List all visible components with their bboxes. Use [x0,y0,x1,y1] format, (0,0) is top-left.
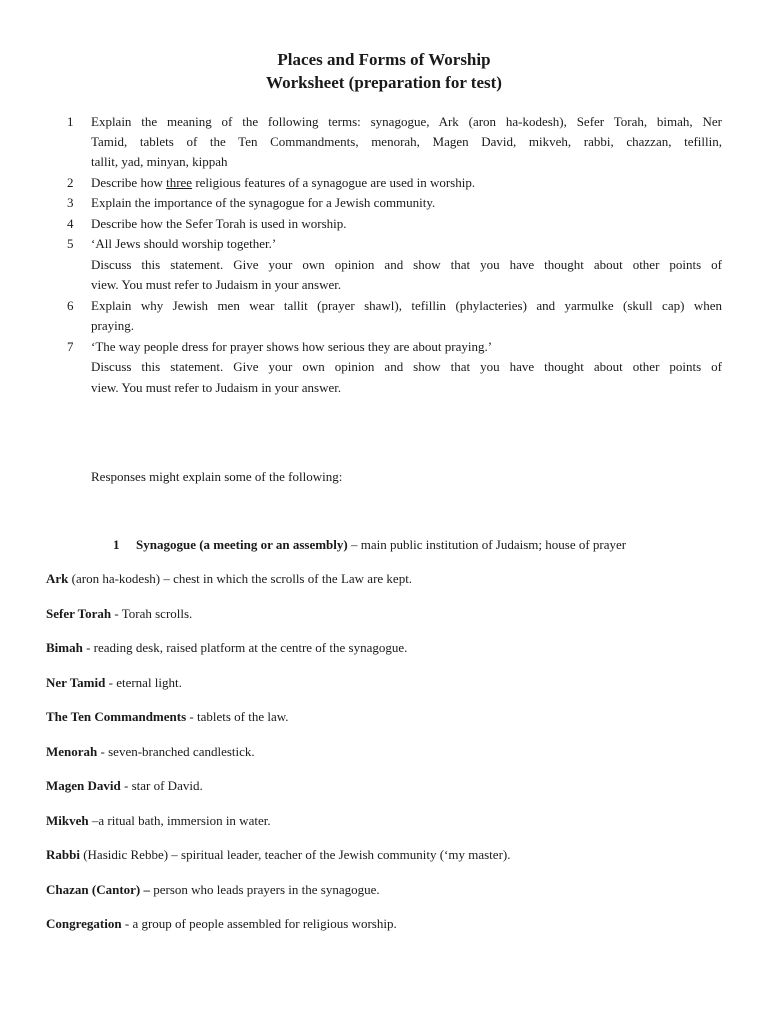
question-text: view. You must refer to Judaism in your answer. [91,277,342,292]
term-label: Congregation [46,916,122,931]
question-text: Describe how three religious features of a synagogue are used in worship. [91,175,476,190]
term-label: Bimah [46,640,83,655]
question-text: view. You must refer to Judaism in your answer. [91,380,342,395]
term-definition: - seven-branched candlestick. [97,744,255,759]
section-number: 1 [113,537,120,552]
term-label: Magen David [46,778,121,793]
term-label: Ark [46,571,69,586]
question-number: 4 [67,216,74,231]
title-line-2: Worksheet (preparation for test) [266,73,502,92]
term-label: Ner Tamid [46,675,106,690]
title-line-1: Places and Forms of Worship [277,50,491,69]
term-definition: person who leads prayers in the synagogue. [150,882,380,897]
term-definition: - eternal light. [105,675,182,690]
emphasis-underline: three [166,175,193,190]
question-text: Explain the importance of the synagogue for a Jewish community. [91,195,436,210]
term-definition: - a group of people assembled for religious worship. [121,916,397,931]
term-definition: - tablets of the law. [186,709,289,724]
term-label: Mikveh [46,813,89,828]
glossary-entry [46,638,407,658]
question-text: Explain the meaning of the following terms: synagogue, Ark (aron ha-kodesh), Sefer Torah, bimah, Ner [91,114,722,129]
responses-intro: Responses might explain some of the following: [91,469,343,484]
question-number: 1 [67,114,74,129]
question-text: tallit, yad, minyan, kippah [91,154,228,169]
question-number: 2 [67,175,74,190]
glossary-entry [46,673,182,693]
question-number: 6 [67,298,74,313]
glossary-entry [46,742,255,762]
question-text: Discuss this statement. Give your own opinion and show that you have thought about other points of [91,359,722,374]
section-heading [0,535,768,555]
question-quote: ‘The way people dress for prayer shows how serious they are about praying.’ [91,339,493,354]
term-label: Chazan (Cantor) – [46,882,150,897]
term-definition: - reading desk, raised platform at the centre of the synagogue. [82,640,408,655]
term-label: Rabbi [46,847,80,862]
glossary-entry [46,776,203,796]
question-text: Tamid, tablets of the Ten Commandments, menorah, Magen David, mikveh, rabbi, chazzan, tefillin, [91,134,722,149]
glossary-entry [46,569,412,589]
term-definition: (aron ha-kodesh) – chest in which the scrolls of the Law are kept. [68,571,413,586]
question-number: 7 [67,339,74,354]
term-label: The Ten Commandments [46,709,187,724]
term-label: Synagogue (a meeting or an assembly) [136,537,348,552]
glossary-entry [46,707,289,727]
question-text: Discuss this statement. Give your own opinion and show that you have thought about other points of [91,257,722,272]
glossary-entry [46,604,192,624]
term-definition: - Torah scrolls. [111,606,193,621]
question-number: 5 [67,236,74,251]
term-label: Menorah [46,744,98,759]
term-definition: – main public institution of Judaism; house of prayer [347,537,627,552]
glossary-entry [46,811,271,831]
term-definition: (Hasidic Rebbe) – spiritual leader, teacher of the Jewish community (‘my master). [79,847,511,862]
question-text: Describe how the Sefer Torah is used in worship. [91,216,347,231]
question-text: praying. [91,318,134,333]
question-text: Explain why Jewish men wear tallit (prayer shawl), tefillin (phylacteries) and yarmulke (skull cap) when [91,298,722,313]
glossary-entry [46,880,380,900]
question-quote: ‘All Jews should worship together.’ [91,236,277,251]
term-definition: –a ritual bath, immersion in water. [88,813,271,828]
term-definition: - star of David. [120,778,203,793]
glossary-entry [46,845,510,865]
term-label: Sefer Torah [46,606,112,621]
question-number: 3 [67,195,74,210]
glossary-entry [46,914,397,934]
